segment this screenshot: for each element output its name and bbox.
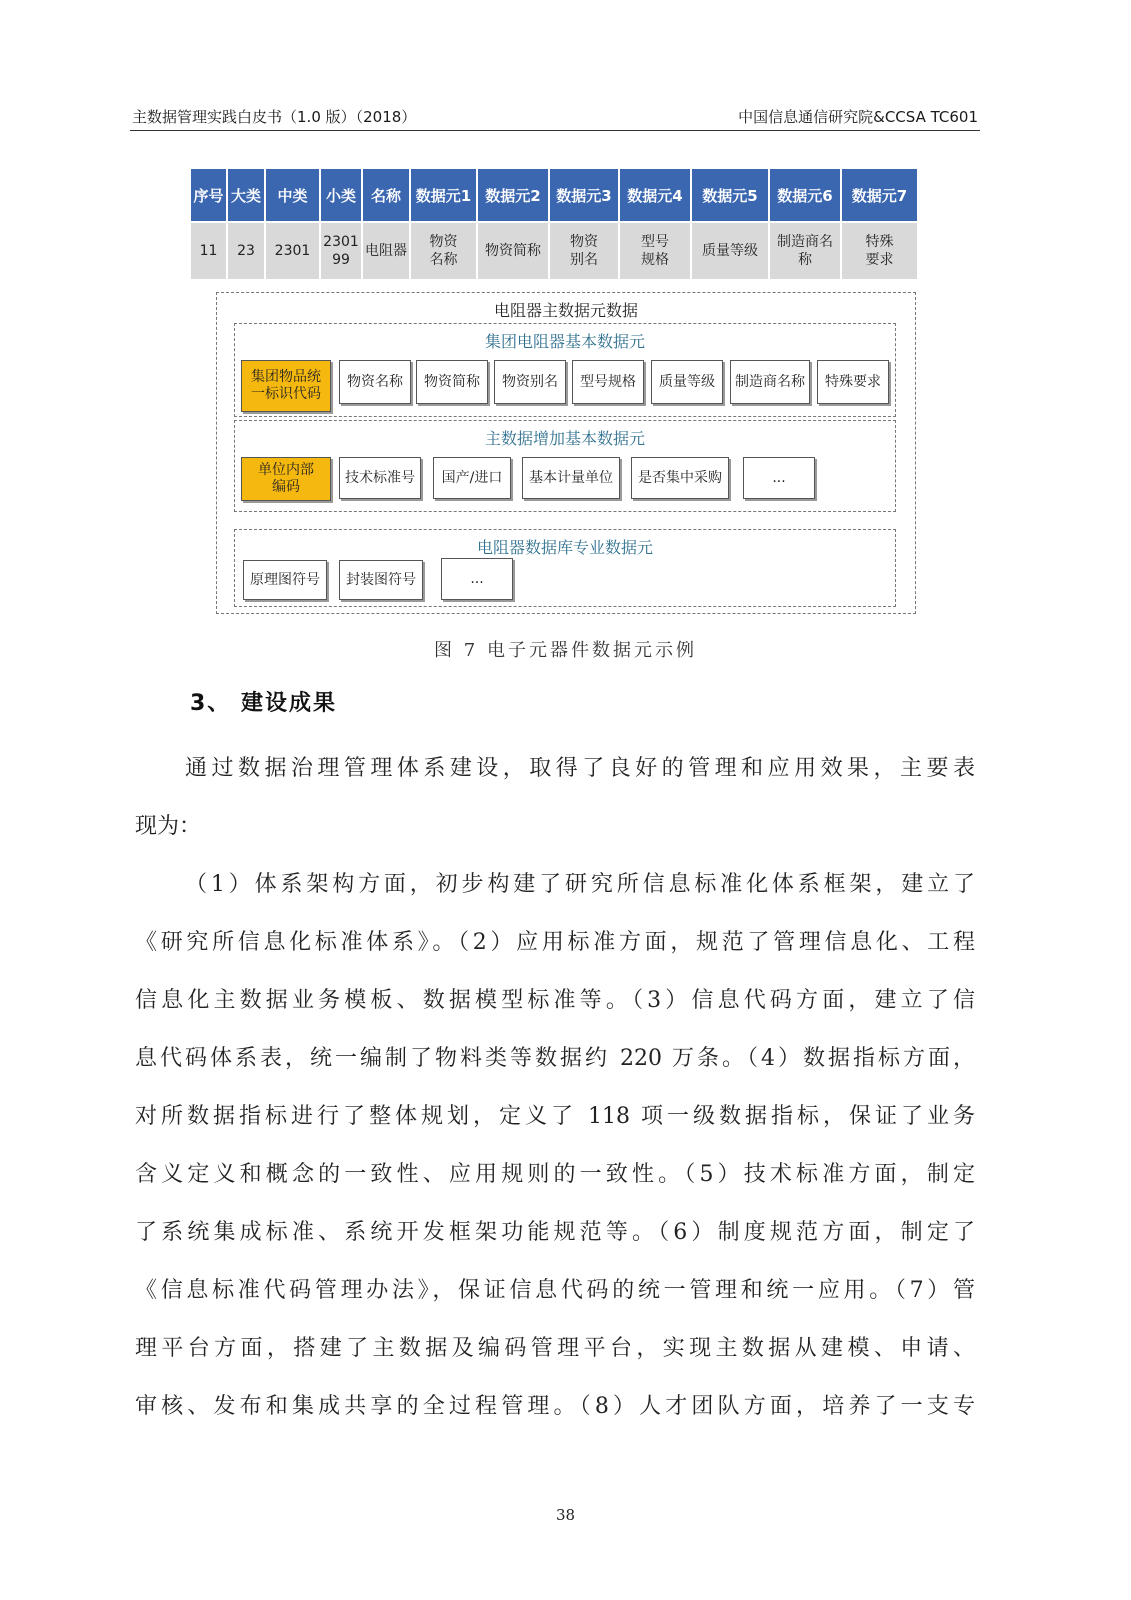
element-box: 技术标准号 xyxy=(339,457,421,499)
table-header-cell: 大类 xyxy=(227,169,265,222)
element-box: ... xyxy=(743,457,815,499)
group-specialized-elements xyxy=(234,529,896,607)
page-number: 38 xyxy=(555,1506,576,1524)
element-box: 封装图符号 xyxy=(339,560,423,600)
table-cell: 11 xyxy=(191,222,227,279)
element-box: 是否集中采购 xyxy=(631,457,729,499)
section-heading: 3、 建设成果 xyxy=(190,691,337,716)
element-box: 物资名称 xyxy=(339,360,411,404)
element-box: 型号规格 xyxy=(572,360,644,404)
table-cell: 型号 规格 xyxy=(619,222,691,279)
text-line: 现为： xyxy=(135,814,202,839)
table-row xyxy=(191,222,917,279)
element-box: 物资别名 xyxy=(494,360,566,404)
header-organization: 中国信息通信研究院&CCSA TC601 xyxy=(738,108,978,126)
table-header-cell: 数据元3 xyxy=(549,169,619,222)
data-element-table xyxy=(191,169,917,279)
element-box: 物资简称 xyxy=(416,360,488,404)
text-line: （1）体系架构方面，初步构建了研究所信息标准化体系框架，建立了 xyxy=(185,872,975,897)
table-header-row xyxy=(191,169,917,222)
group-basic-elements xyxy=(234,323,896,417)
group-code-box: 单位内部 编码 xyxy=(241,457,331,501)
text-line: 对所数据指标进行了整体规划，定义了 118 项一级数据指标，保证了业务 xyxy=(135,1104,975,1129)
text-line: 理平台方面，搭建了主数据及编码管理平台，实现主数据从建模、申请、 xyxy=(135,1336,975,1361)
text-line: 息代码体系表，统一编制了物料类等数据约 220 万条。（4）数据指标方面， xyxy=(135,1046,975,1071)
table-cell: 特殊 要求 xyxy=(841,222,917,279)
table-header-cell: 名称 xyxy=(362,169,410,222)
header-doc-title: 主数据管理实践白皮书（1.0 版）（2018） xyxy=(132,108,417,126)
table-cell: 物资简称 xyxy=(477,222,549,279)
body-paragraph xyxy=(135,740,975,1436)
table-cell: 物资 别名 xyxy=(549,222,619,279)
table-header-cell: 中类 xyxy=(265,169,320,222)
table-cell: 制造商名 称 xyxy=(769,222,841,279)
metadata-diagram xyxy=(216,292,916,614)
table-header-cell: 序号 xyxy=(191,169,227,222)
table-cell: 23 xyxy=(227,222,265,279)
table-header-cell: 数据元7 xyxy=(841,169,917,222)
element-box: 原理图符号 xyxy=(243,560,327,600)
figure-caption: 图 7 电子元器件数据元示例 xyxy=(434,640,697,661)
element-box: 特殊要求 xyxy=(817,360,889,404)
diagram-title: 电阻器主数据元数据 xyxy=(493,301,638,320)
text-line: 《研究所信息化标准体系》。（2）应用标准方面，规范了管理信息化、工程 xyxy=(135,930,975,955)
text-line: 审核、发布和集成共享的全过程管理。（8）人才团队方面，培养了一支专 xyxy=(135,1394,975,1419)
table-cell: 质量等级 xyxy=(691,222,769,279)
table-cell: 物资 名称 xyxy=(410,222,477,279)
element-box: 质量等级 xyxy=(651,360,723,404)
text-line: 信息化主数据业务模板、数据模型标准等。（3）信息代码方面，建立了信 xyxy=(135,988,975,1013)
table-header-cell: 数据元5 xyxy=(691,169,769,222)
group-code-box: 集团物品统 一标识代码 xyxy=(241,360,331,412)
group-title: 集团电阻器基本数据元 xyxy=(484,332,645,351)
group-added-elements xyxy=(234,420,896,512)
text-line: 《信息标准代码管理办法》，保证信息代码的统一管理和统一应用。（7）管 xyxy=(135,1278,975,1303)
element-box: 制造商名称 xyxy=(730,360,810,404)
element-box: 国产/进口 xyxy=(433,457,511,499)
table-cell: 电阻器 xyxy=(362,222,410,279)
running-header xyxy=(130,100,980,131)
table-header-cell: 数据元6 xyxy=(769,169,841,222)
table-cell: 2301 xyxy=(265,222,320,279)
table-header-cell: 数据元1 xyxy=(410,169,477,222)
group-title: 电阻器数据库专业数据元 xyxy=(476,538,653,557)
element-box: ... xyxy=(441,558,513,600)
table-header-cell: 小类 xyxy=(320,169,362,222)
table-cell: 2301 99 xyxy=(320,222,362,279)
table-header-cell: 数据元4 xyxy=(619,169,691,222)
text-line: 含义定义和概念的一致性、应用规则的一致性。（5）技术标准方面，制定 xyxy=(135,1162,975,1187)
table-header-cell: 数据元2 xyxy=(477,169,549,222)
text-line: 了系统集成标准、系统开发框架功能规范等。（6）制度规范方面，制定了 xyxy=(135,1220,975,1245)
element-box: 基本计量单位 xyxy=(522,457,620,499)
group-title: 主数据增加基本数据元 xyxy=(484,429,645,448)
text-line: 通过数据治理管理体系建设，取得了良好的管理和应用效果，主要表 xyxy=(185,756,975,781)
